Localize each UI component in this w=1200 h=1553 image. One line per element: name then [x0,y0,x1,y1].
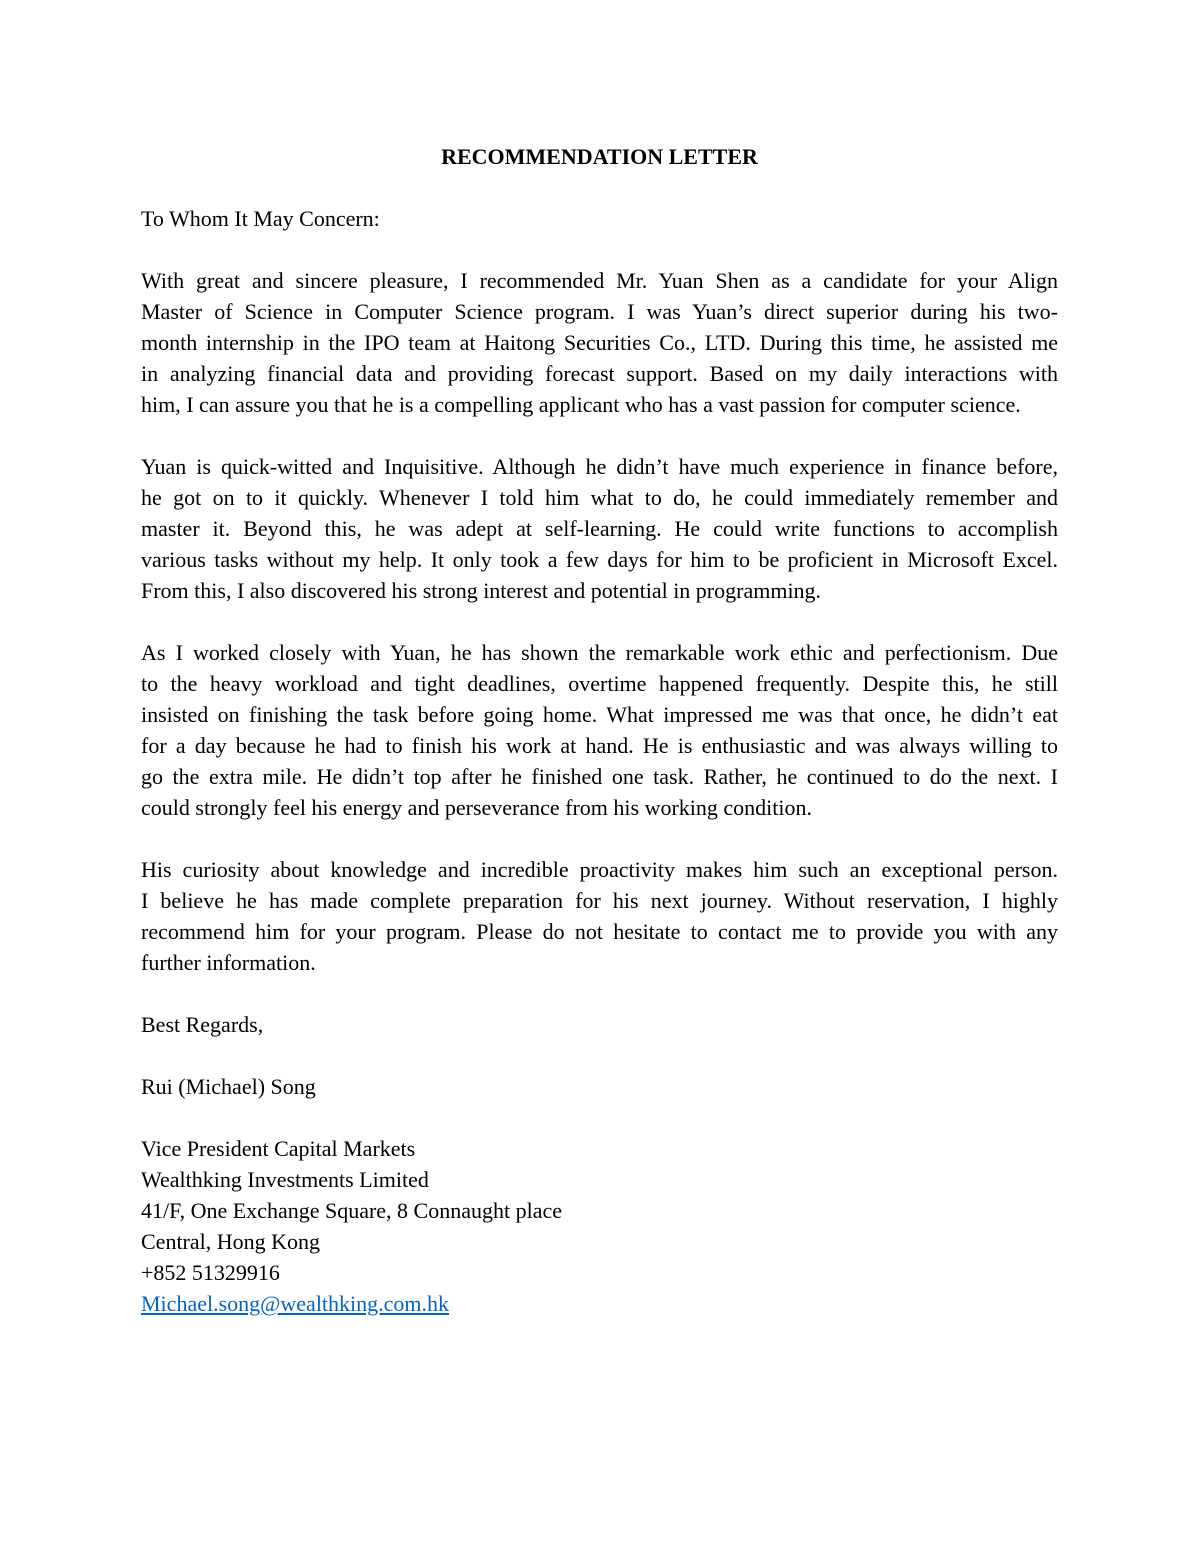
phone-number: +852 51329916 [141,1260,280,1285]
signer-position: Vice President Capital Markets [141,1136,416,1161]
body-paragraph [141,637,1058,823]
paragraph-line: him, I can assure you that he is a compelling applicant who has a vast passion for computer science. [141,392,1021,417]
body-paragraph [141,265,1058,420]
signer-name: Rui (Michael) Song [141,1074,316,1099]
letter-page [141,141,1058,1350]
body-paragraph [141,854,1058,978]
paragraph-line: for a day because he had to finish his work at hand. He is enthusiastic and was always willing to [141,733,1058,758]
email-link[interactable]: Michael.song@wealthking.com.hk [141,1291,450,1316]
paragraph-line: With great and sincere pleasure, I recommended Mr. Yuan Shen as a candidate for your Align [141,268,1058,293]
paragraph-line: From this, I also discovered his strong interest and potential in programming. [141,578,822,603]
paragraph-line: further information. [141,950,316,975]
paragraph-line: I believe he has made complete preparation for his next journey. Without reservation, I highly [141,888,1058,913]
paragraph-line: could strongly feel his energy and perseverance from his working condition. [141,795,813,820]
paragraph-line: month internship in the IPO team at Haitong Securities Co., LTD. During this time, he assisted me [141,330,1058,355]
signer-company: Wealthking Investments Limited [141,1167,429,1192]
salutation: To Whom It May Concern: [141,206,380,231]
paragraph-line: master it. Beyond this, he was adept at self-learning. He could write functions to accomplish [141,516,1058,541]
address-line-2: Central, Hong Kong [141,1229,321,1254]
paragraph-line: go the extra mile. He didn’t top after he finished one task. Rather, he continued to do the next. I [141,764,1058,789]
paragraph-line: As I worked closely with Yuan, he has shown the remarkable work ethic and perfectionism. Due [141,640,1058,665]
letter-title: RECOMMENDATION LETTER [441,144,758,169]
paragraph-line: insisted on finishing the task before going home. What impressed me was that once, he didn’t eat [141,702,1058,727]
signature-block [141,1133,1058,1319]
paragraph-line: Yuan is quick-witted and Inquisitive. Although he didn’t have much experience in finance before, [141,454,1058,479]
paragraph-line: Master of Science in Computer Science program. I was Yuan’s direct superior during his two- [141,299,1058,324]
paragraph-line: he got on to it quickly. Whenever I told him what to do, he could immediately remember and [141,485,1058,510]
paragraph-line: to the heavy workload and tight deadlines, overtime happened frequently. Despite this, he still [141,671,1058,696]
paragraph-line: in analyzing financial data and providing forecast support. Based on my daily interactions with [141,361,1058,386]
closing: Best Regards, [141,1012,264,1037]
address-line-1: 41/F, One Exchange Square, 8 Connaught place [141,1198,563,1223]
body-paragraph [141,451,1058,606]
paragraph-line: His curiosity about knowledge and incredible proactivity makes him such an exceptional person. [141,857,1058,882]
paragraph-line: various tasks without my help. It only took a few days for him to be proficient in Microsoft Excel. [141,547,1058,572]
paragraph-line: recommend him for your program. Please do not hesitate to contact me to provide you with any [141,919,1058,944]
